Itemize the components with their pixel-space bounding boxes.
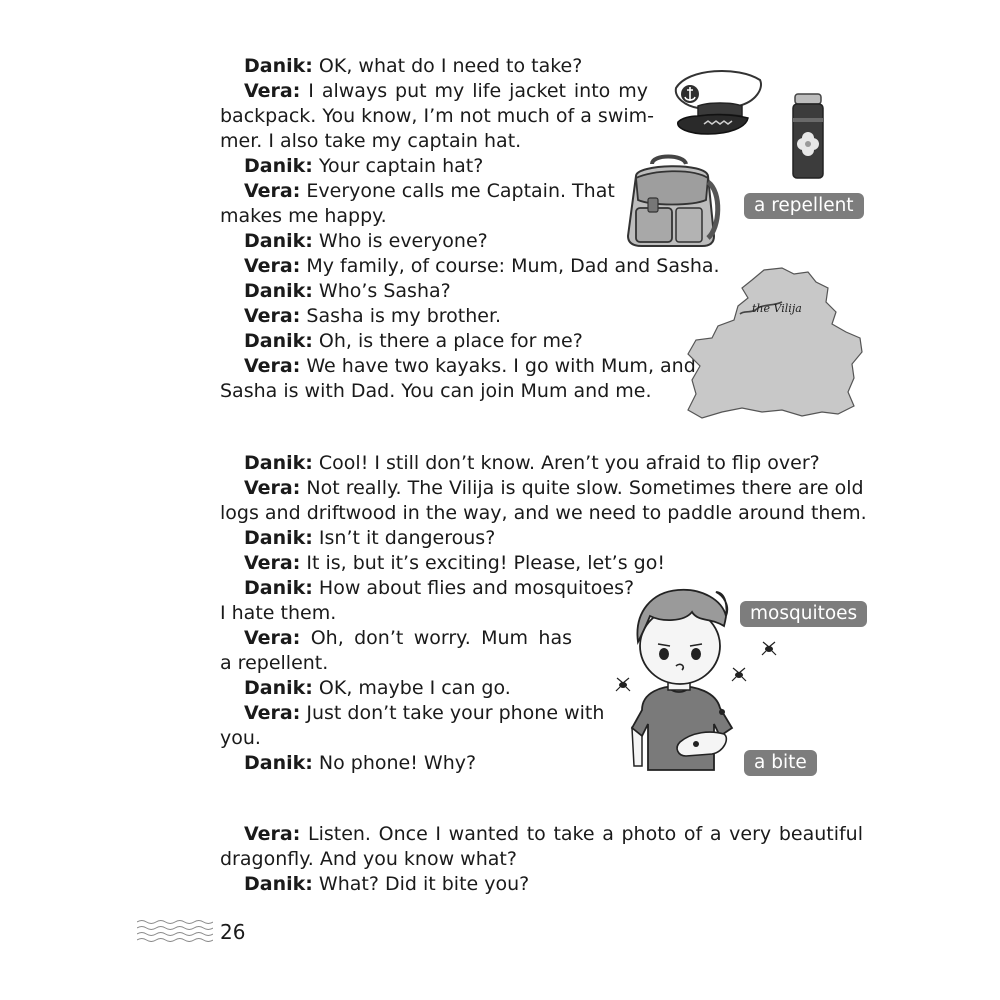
dialogue-line: Danik: Isn’t it dangerous? [244, 527, 496, 549]
dialogue-line: Vera: We have two kayaks. I go with Mum, and [244, 355, 696, 377]
dialogue-line: Danik: How about flies and mosquitoes? [244, 577, 635, 599]
dialogue-line: backpack. You know, I’m not much of a swim- [220, 105, 655, 127]
dialogue-line: Danik: OK, maybe I can go. [244, 677, 511, 699]
dialogue-line: Danik: Oh, is there a place for me? [244, 330, 583, 352]
dialogue-line: Vera: Oh, don’t worry. Mum has [244, 627, 572, 649]
dialogue-line: Danik: Who is everyone? [244, 230, 488, 252]
dialogue-line: Vera: Just don’t take your phone with [244, 702, 605, 724]
mosquito-icon [760, 640, 778, 656]
dialogue-line: Danik: What? Did it bite you? [244, 873, 530, 895]
dialogue-line: Vera: Everyone calls me Captain. That [244, 180, 615, 202]
dialogue-line: makes me happy. [220, 205, 387, 227]
dialogue-line: Vera: My family, of course: Mum, Dad and Sasha. [244, 255, 720, 277]
vocab-label-repellent: a repellent [744, 193, 864, 219]
captain-hat-illustration [668, 66, 768, 138]
dialogue-line: mer. I also take my captain hat. [220, 130, 522, 152]
dialogue-line: Vera: Sasha is my brother. [244, 305, 502, 327]
dialogue-line: Danik: Your captain hat? [244, 155, 484, 177]
vocab-label-bite: a bite [744, 750, 817, 776]
dialogue-line: Danik: OK, what do I need to take? [244, 55, 583, 77]
dialogue-line: I hate them. [220, 602, 337, 624]
dialogue-line: Danik: Cool! I still don’t know. Aren’t you afraid to flip over? [244, 452, 820, 474]
page-number: 26 [220, 920, 246, 944]
dialogue-line: Vera: I always put my life jacket into my [244, 80, 648, 102]
dialogue-line: Sasha is with Dad. You can join Mum and me. [220, 380, 652, 402]
dialogue-line: Danik: Who’s Sasha? [244, 280, 451, 302]
repellent-can-illustration [790, 92, 826, 180]
dialogue-line: you. [220, 727, 261, 749]
dialogue-line: Vera: It is, but it’s exciting! Please, let’s go! [244, 552, 665, 574]
mosquito-icon [614, 676, 632, 692]
vocab-label-mosquitoes: mosquitoes [740, 601, 867, 627]
map-river-label: the Vilija [752, 302, 802, 315]
dialogue-line: a repellent. [220, 652, 329, 674]
wave-ornament [137, 918, 213, 942]
mosquito-icon [730, 666, 748, 682]
belarus-map-illustration [682, 262, 866, 422]
dialogue-line: Vera: Listen. Once I wanted to take a photo of a very beautiful [244, 823, 863, 845]
dialogue-line: logs and driftwood in the way, and we need to paddle around them. [220, 502, 867, 524]
dialogue-line: Danik: No phone! Why? [244, 752, 477, 774]
boy-illustration [612, 582, 746, 774]
dialogue-line: Vera: Not really. The Vilija is quite slow. Sometimes there are old [244, 477, 864, 499]
dialogue-line: dragonfly. And you know what? [220, 848, 517, 870]
backpack-illustration [622, 152, 722, 248]
